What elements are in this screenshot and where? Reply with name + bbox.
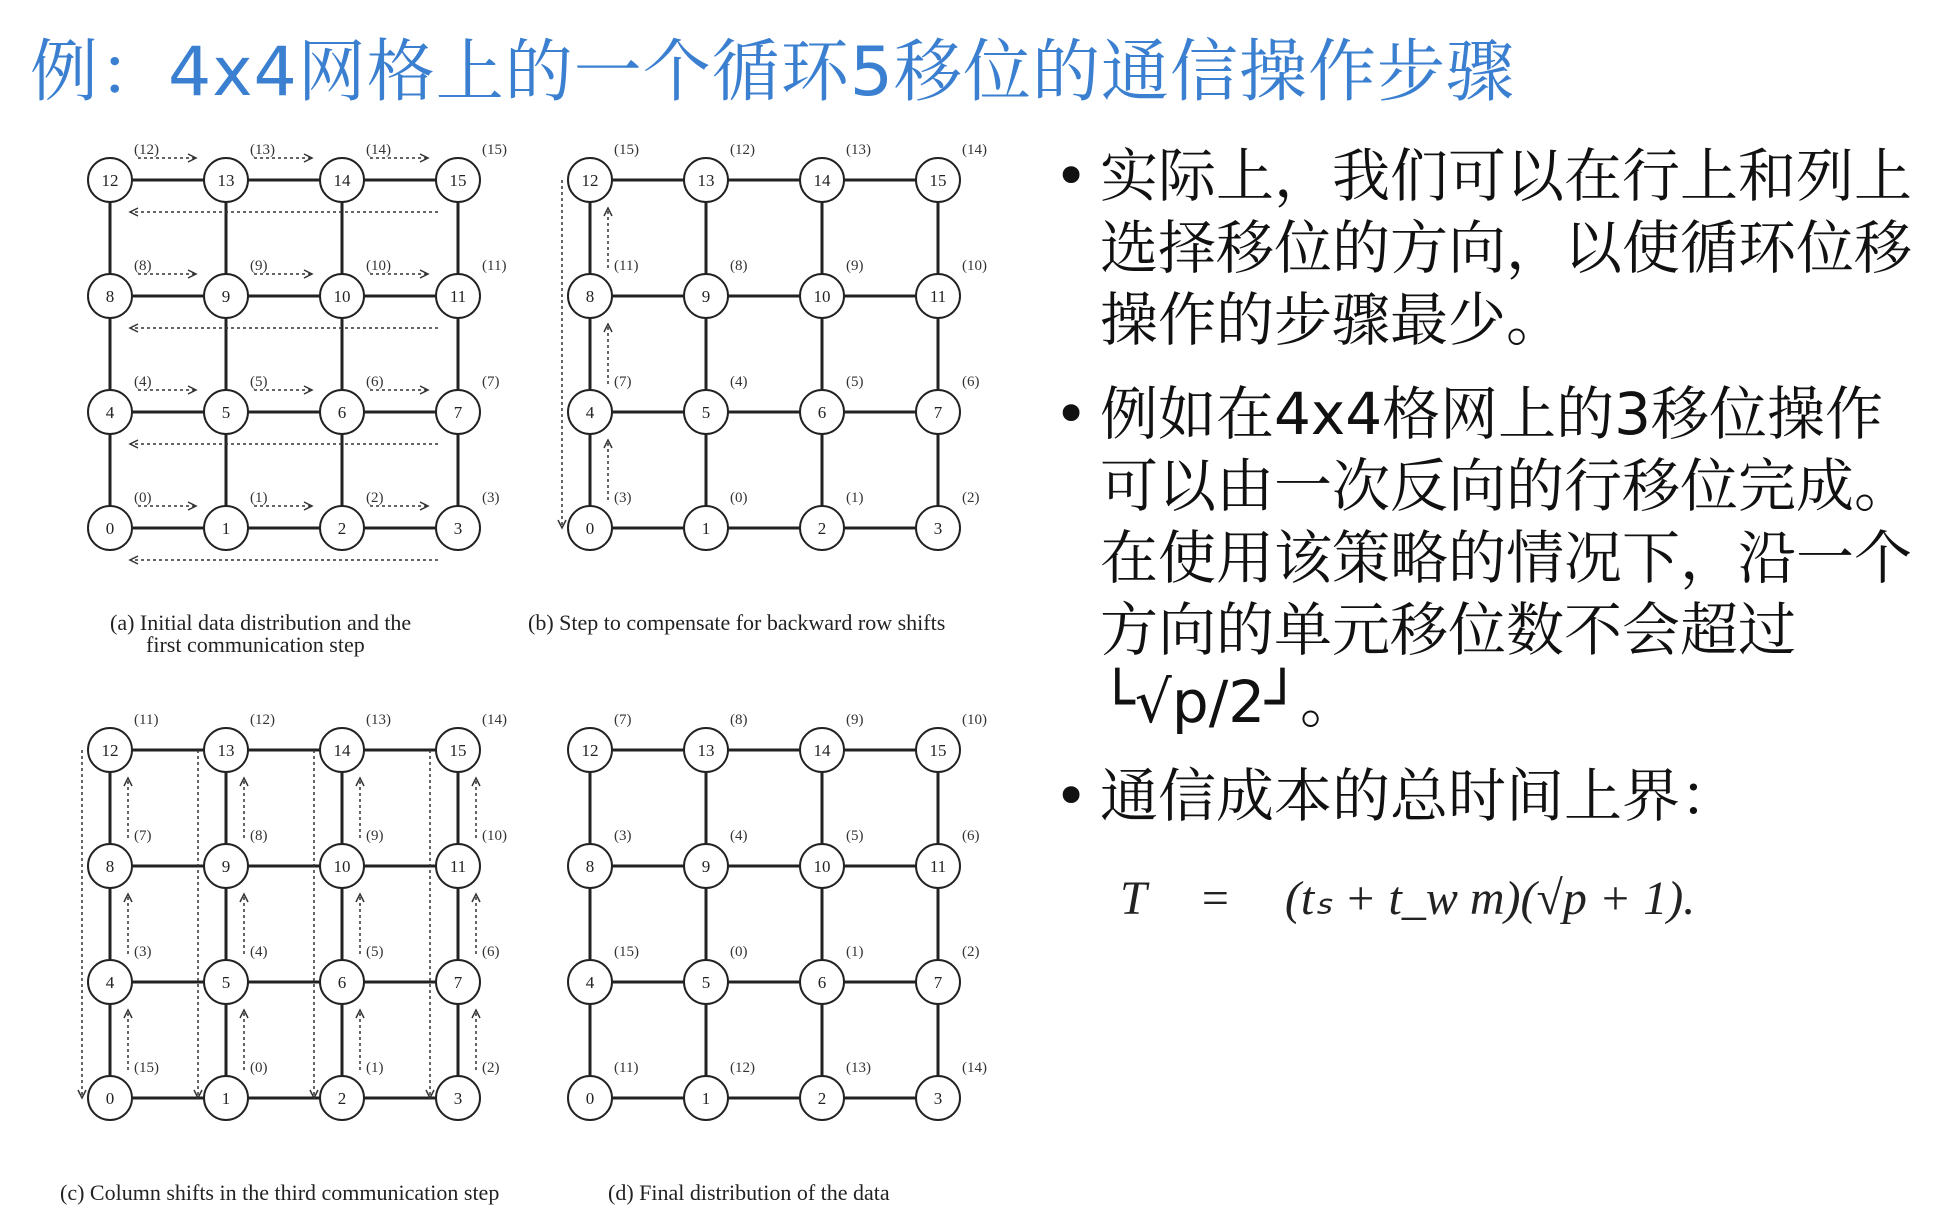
- panel-a-caption-line1: (a) Initial data distribution and the: [110, 610, 412, 635]
- node-id: 2: [337, 519, 347, 538]
- data-label: (8): [730, 712, 748, 728]
- data-label: (15): [614, 944, 639, 960]
- node-id: 4: [105, 973, 115, 992]
- formula-lhs: T: [1120, 872, 1146, 925]
- node-id: 4: [585, 973, 595, 992]
- panel-b-caption: [528, 612, 945, 634]
- data-label: (2): [962, 944, 980, 960]
- data-label: (6): [366, 374, 384, 390]
- node-id: 6: [817, 973, 827, 992]
- node-id: 9: [221, 287, 231, 306]
- panel-d-caption-line1: (d) Final distribution of the data: [608, 1180, 890, 1205]
- node-id: 11: [929, 857, 947, 876]
- panel-d-diagram: [550, 705, 990, 1150]
- node-id: 15: [929, 741, 947, 760]
- node-id: 1: [701, 1089, 711, 1108]
- node-id: 11: [449, 287, 467, 306]
- data-label: (0): [250, 1060, 268, 1076]
- data-label: (8): [134, 258, 152, 274]
- data-label: (0): [134, 490, 152, 506]
- bullet-list: [1050, 140, 1930, 854]
- data-label: (8): [250, 828, 268, 844]
- node-id: 1: [221, 519, 231, 538]
- data-label: (1): [366, 1060, 384, 1076]
- node-id: 10: [813, 857, 831, 876]
- node-id: 7: [453, 403, 463, 422]
- node-id: 10: [333, 857, 351, 876]
- slide-title: 例：4x4网格上的一个循环5移位的通信操作步骤: [30, 33, 1516, 112]
- data-label: (14): [962, 1060, 987, 1076]
- data-label: (8): [730, 258, 748, 274]
- data-label: (1): [250, 490, 268, 506]
- data-label: (2): [366, 490, 384, 506]
- data-label: (10): [366, 258, 391, 274]
- data-label: (9): [366, 828, 384, 844]
- node-id: 3: [453, 519, 463, 538]
- panel-b-caption-line1: (b) Step to compensate for backward row shifts: [528, 610, 946, 635]
- data-label: (5): [366, 944, 384, 960]
- data-label: (14): [962, 142, 987, 158]
- node-id: 3: [933, 1089, 943, 1108]
- node-id: 6: [337, 973, 347, 992]
- data-label: (15): [482, 142, 507, 158]
- node-id: 9: [701, 857, 711, 876]
- data-label: (13): [846, 142, 871, 158]
- data-label: (3): [482, 490, 500, 506]
- node-id: 14: [813, 741, 831, 760]
- node-id: 5: [221, 973, 231, 992]
- panel-d-svg: [550, 705, 990, 1145]
- data-label: (13): [250, 142, 275, 158]
- node-id: 1: [701, 519, 711, 538]
- node-id: 12: [581, 741, 599, 760]
- data-label: (4): [730, 828, 748, 844]
- data-label: (7): [482, 374, 500, 390]
- data-label: (3): [134, 944, 152, 960]
- data-label: (3): [614, 828, 632, 844]
- panel-a-caption-line2: first communication step: [146, 632, 365, 657]
- data-label: (1): [846, 490, 864, 506]
- bullet-item-1: • 实际上，我们可以在行上和列上选择移位的方向，以使循环位移操作的步骤最少。: [1050, 140, 1930, 356]
- data-label: (5): [250, 374, 268, 390]
- node-id: 2: [337, 1089, 347, 1108]
- node-id: 0: [585, 519, 595, 538]
- data-label: (11): [482, 258, 507, 274]
- panel-c-diagram: [70, 705, 510, 1150]
- data-label: (11): [614, 1060, 639, 1076]
- node-id: 13: [697, 171, 715, 190]
- cost-formula: [1120, 870, 1695, 926]
- data-label: (0): [730, 944, 748, 960]
- data-label: (9): [846, 712, 864, 728]
- data-label: (4): [134, 374, 152, 390]
- node-id: 2: [817, 519, 827, 538]
- data-label: (9): [846, 258, 864, 274]
- node-id: 12: [101, 741, 119, 760]
- node-id: 11: [929, 287, 947, 306]
- node-id: 15: [929, 171, 947, 190]
- data-label: (14): [366, 142, 391, 158]
- panel-c-caption: [60, 1182, 499, 1204]
- node-id: 5: [701, 973, 711, 992]
- data-label: (6): [962, 828, 980, 844]
- data-label: (2): [962, 490, 980, 506]
- node-id: 4: [105, 403, 115, 422]
- panel-c-caption-line1: (c) Column shifts in the third communication step: [60, 1180, 500, 1205]
- node-id: 13: [697, 741, 715, 760]
- panel-d-caption: [608, 1182, 890, 1204]
- data-label: (1): [846, 944, 864, 960]
- data-label: (10): [962, 712, 987, 728]
- node-id: 0: [105, 519, 115, 538]
- panel-c-svg: [70, 705, 510, 1145]
- data-label: (7): [614, 374, 632, 390]
- node-id: 15: [449, 741, 467, 760]
- node-id: 2: [817, 1089, 827, 1108]
- data-label: (15): [614, 142, 639, 158]
- bullet-item-3: • 通信成本的总时间上界：: [1050, 760, 1930, 832]
- node-id: 3: [453, 1089, 463, 1108]
- data-label: (12): [250, 712, 275, 728]
- node-id: 15: [449, 171, 467, 190]
- data-label: (12): [134, 142, 159, 158]
- data-label: (7): [614, 712, 632, 728]
- formula-rhs: (tₛ + t_w m)(√p + 1).: [1284, 872, 1696, 925]
- data-label: (6): [962, 374, 980, 390]
- node-id: 6: [817, 403, 827, 422]
- data-label: (9): [250, 258, 268, 274]
- node-id: 13: [217, 741, 235, 760]
- node-id: 9: [221, 857, 231, 876]
- panel-a-svg: [70, 135, 510, 575]
- node-id: 6: [337, 403, 347, 422]
- bullet-item-2: • 例如在4x4格网上的3移位操作可以由一次反向的行移位完成。在使用该策略的情况下，沿一个方向的单元移位数不会超过└√p/2┘。: [1050, 378, 1930, 738]
- node-id: 12: [581, 171, 599, 190]
- node-id: 14: [813, 171, 831, 190]
- data-label: (5): [846, 374, 864, 390]
- node-id: 0: [105, 1089, 115, 1108]
- data-label: (10): [962, 258, 987, 274]
- formula-eq: =: [1201, 872, 1229, 925]
- data-label: (10): [482, 828, 507, 844]
- data-label: (4): [730, 374, 748, 390]
- data-label: (6): [482, 944, 500, 960]
- node-id: 14: [333, 741, 351, 760]
- data-label: (5): [846, 828, 864, 844]
- data-label: (7): [134, 828, 152, 844]
- data-label: (3): [614, 490, 632, 506]
- node-id: 8: [585, 857, 595, 876]
- data-label: (13): [366, 712, 391, 728]
- panel-a-caption: [110, 612, 411, 656]
- node-id: 7: [933, 403, 943, 422]
- node-id: 8: [585, 287, 595, 306]
- data-label: (12): [730, 142, 755, 158]
- node-id: 14: [333, 171, 351, 190]
- data-label: (13): [846, 1060, 871, 1076]
- node-id: 4: [585, 403, 595, 422]
- data-label: (2): [482, 1060, 500, 1076]
- node-id: 7: [453, 973, 463, 992]
- panel-a-diagram: [70, 135, 510, 580]
- node-id: 7: [933, 973, 943, 992]
- node-id: 1: [221, 1089, 231, 1108]
- node-id: 8: [105, 857, 115, 876]
- node-id: 5: [221, 403, 231, 422]
- node-id: 8: [105, 287, 115, 306]
- node-id: 0: [585, 1089, 595, 1108]
- node-id: 5: [701, 403, 711, 422]
- data-label: (15): [134, 1060, 159, 1076]
- node-id: 9: [701, 287, 711, 306]
- data-label: (4): [250, 944, 268, 960]
- node-id: 12: [101, 171, 119, 190]
- node-id: 11: [449, 857, 467, 876]
- data-label: (12): [730, 1060, 755, 1076]
- data-label: (11): [134, 712, 159, 728]
- node-id: 10: [813, 287, 831, 306]
- node-id: 13: [217, 171, 235, 190]
- node-id: 3: [933, 519, 943, 538]
- data-label: (11): [614, 258, 639, 274]
- data-label: (0): [730, 490, 748, 506]
- panel-b-svg: [550, 135, 990, 575]
- panel-b-diagram: [550, 135, 990, 580]
- node-id: 10: [333, 287, 351, 306]
- data-label: (14): [482, 712, 507, 728]
